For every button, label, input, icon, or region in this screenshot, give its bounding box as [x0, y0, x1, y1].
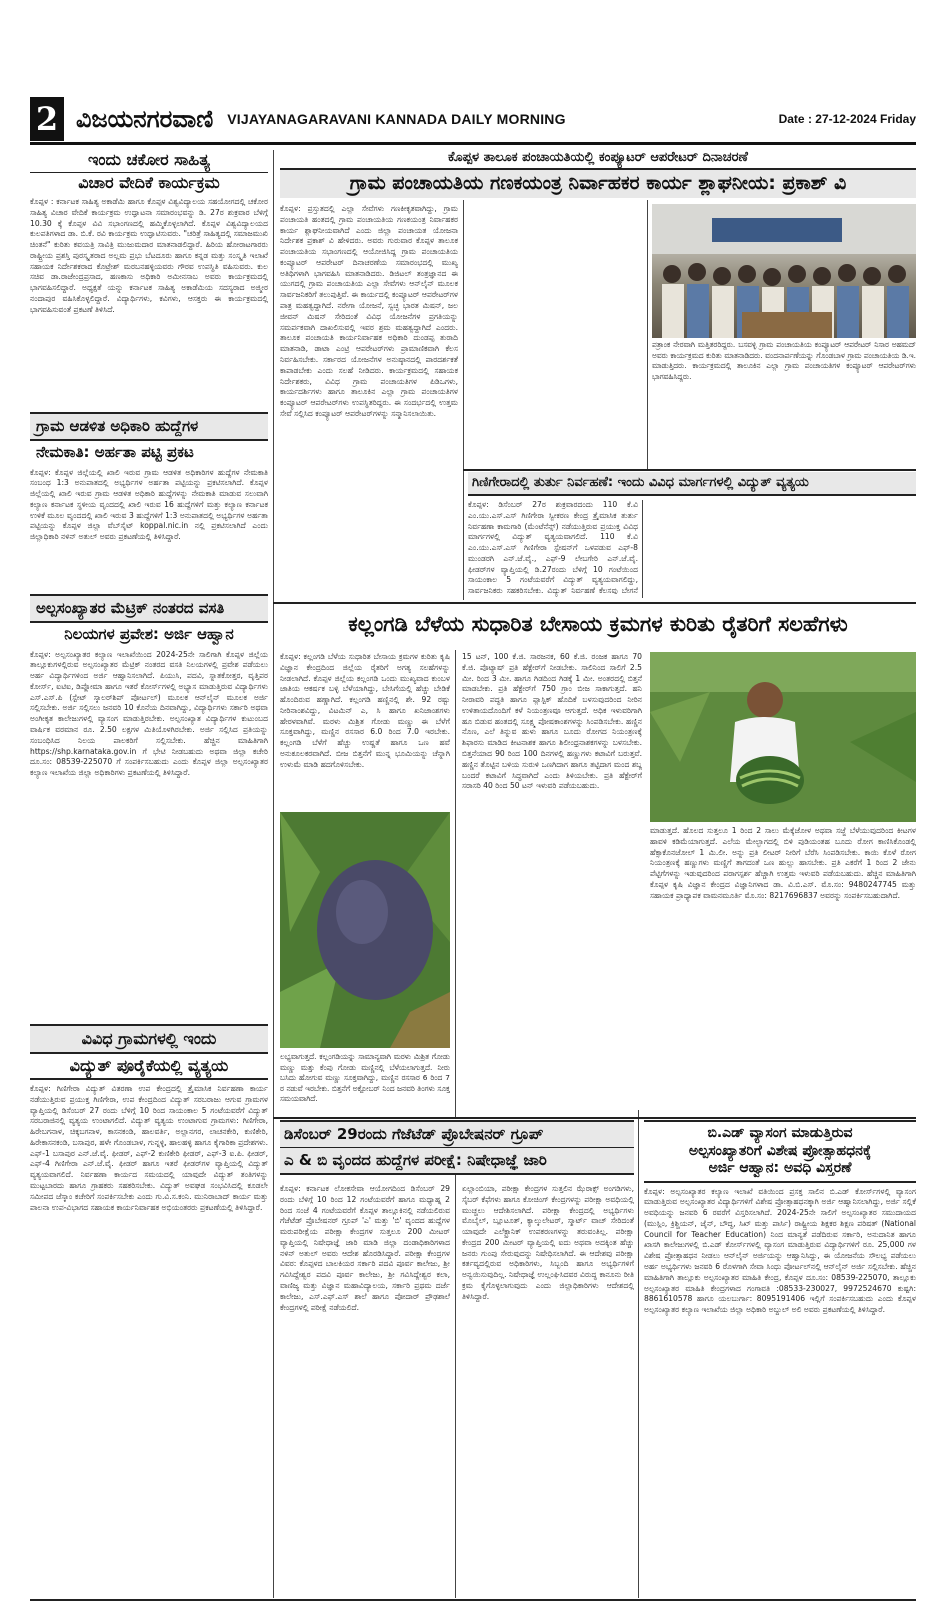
article-december-29: [280, 1120, 634, 1180]
column-rule: [455, 1170, 456, 1598]
article-body: ಕೊಪ್ಪಳ: ಅಲ್ಪಸಂಖ್ಯಾತರ ಕಲ್ಯಾಣ ಇಲಾಖೆಯಿಂದ 2024-25ನೇ ಸಾಲಿಗಾಗಿ ಕೊಪ್ಪಳ ಜಿಲ್ಲೆಯ ತಾಲ್ಲೂಕುಗಳಲ್ಲಿರುವ ಅಲ್ಪಸಂಖ್ಯಾತರ ಮೆಟ್ರಿಕ್ ನಂತರದ ವಸತಿ ನಿಲಯಗಳಲ್ಲಿ ಪ್ರವೇಶ ಪಡೆಯಲು ಅರ್ಹ ವಿದ್ಯಾರ್ಥಿಗಳಿಂದ ಅರ್ಜಿ ಆಹ್ವಾನಿಸಲಾಗಿದೆ. ಪಿಯುಸಿ, ಪದವಿ, ಸ್ನಾತಕೋತ್ತರ, ವೃತ್ತಿಪರ ಕೋರ್ಸ್, ಐಟಿಐ, ಡಿಪ್ಲೋಮಾ ಹಾಗೂ ಇತರೆ ಕೋರ್ಸ್‌ಗಳಲ್ಲಿ ಅಭ್ಯಾಸ ಮಾಡುತ್ತಿರುವ ವಿದ್ಯಾರ್ಥಿಗಳು ಎಸ್.ಎಸ್.ಪಿ (ಸ್ಟೇಟ್ ಸ್ಕಾಲರ್‌ಶಿಪ್ ಪೋರ್ಟಲ್) ಮೂಲಕ ಆನ್‌ಲೈನ್ ಮೂಲಕ ಅರ್ಜಿ ಸಲ್ಲಿಸಬೇಕು. ಅರ್ಜಿ ಸಲ್ಲಿಸಲು ಜನವರಿ 10 ಕೊನೆಯ ದಿನವಾಗಿದ್ದು, ವಿದ್ಯಾರ್ಥಿಗಳು ಸರ್ಕಾರಿ ಅಥವಾ ಅಂಗೀಕೃತ ಕಾಲೇಜುಗಳಲ್ಲಿ ವ್ಯಾಸಂಗ ಮಾಡುತ್ತಿರಬೇಕು. ಅಲ್ಪಸಂಖ್ಯಾತ ವಿದ್ಯಾರ್ಥಿಗಳ ಕುಟುಂಬದ ವಾರ್ಷಿಕ ವರಮಾನ ರೂ. 2.50 ಲಕ್ಷಗಳ ಮಿತಿಯೊಳಗಿರಬೇಕು. ಅರ್ಜಿ ಸಲ್ಲಿಸಿದ ಪ್ರತಿಯನ್ನು ಸಂಬಂಧಿಸಿದ ನಿಲಯ ಪಾಲಕರಿಗೆ ಸಲ್ಲಿಸಬೇಕು. ಹೆಚ್ಚಿನ ಮಾಹಿತಿಗಾಗಿ https://shp.karnataka.gov.in ಗೆ ಭೇಟಿ ನೀಡಬಹುದು ಅಥವಾ ಜಿಲ್ಲಾ ಕಚೇರಿ ದೂ.ಸಂ: 08539-225070 ಗೆ ಸಂಪರ್ಕಿಸಬಹುದು ಎಂದು ಕೊಪ್ಪಳ ಜಿಲ್ಲಾ ಅಲ್ಪಸಂಖ್ಯಾತರ ಕಲ್ಯಾಣ ಇಲಾಖೆಯ ಜಿಲ್ಲಾ ಅಧಿಕಾರಿಗಳು ಪ್ರಕಟಣೆಯಲ್ಲಿ ತಿಳಿಸಿದ್ದಾರೆ.: [30, 649, 268, 778]
headline: ನೇಮಕಾತಿ: ಅರ್ಹತಾ ಪಟ್ಟಿ ಪ್ರಕಟ: [36, 442, 194, 461]
farmer-photo: [650, 652, 916, 822]
article-chakora: [30, 150, 268, 408]
headline: ಬಿ.ಎಡ್ ವ್ಯಾಸಂಗ ಮಾಡುತ್ತಿರುವ: [644, 1120, 916, 1143]
section-rule: [273, 1117, 916, 1119]
section-rule: [463, 469, 916, 471]
headline: ಇಂದು ಚಕೋರ ಸಾಹಿತ್ಯ: [30, 150, 268, 173]
masthead: [30, 95, 916, 145]
article-alpasankhyatara: [30, 594, 268, 1020]
headline: ಗ್ರಾಮ ಪಂಚಾಯತಿಯ ಗಣಕಯಂತ್ರ ನಿರ್ವಾಹಕರ ಕಾರ್ಯ ಶ್ಲಾಘನೀಯ: ಪ್ರಕಾಶ್ ವಿ: [280, 168, 916, 198]
article-kallangadi: [280, 605, 916, 647]
column-rule: [273, 150, 274, 1598]
article-body: ಕೊಪ್ಪಳ: ಡಿಸೆಂಬರ್ 27ರ ಶುಕ್ರವಾರದಂದು 110 ಕೆ.ವಿ ಎಂ.ಯು.ಎಸ್.ಎಸ್ ಗಿಣಿಗೇರಾ ಸ್ವೀಕರಣ ಕೇಂದ್ರ ತ್ರೈಮಾಸಿಕ ತುರ್ತು ನಿರ್ವಹಣಾ ಕಾಮಗಾರಿ (ಮೆಂಟೆನೆನ್ಸ್) ನಡೆಯುತ್ತಿರುವ ಪ್ರಯುಕ್ತ ವಿವಿಧ ಮಾರ್ಗಗಳಲ್ಲಿ ವಿದ್ಯುತ್ ವ್ಯತ್ಯಯವಾಗಲಿದೆ. 110 ಕೆ.ವಿ ಎಂ.ಯು.ಎಸ್.ಎಸ್ ಗಿಣಿಗೇರಾ ಸ್ಟೇಷನ್‌ಗೆ ಒಳಪಡುವ ಎಫ್-8 ಮುಂಡರಗಿ ಎನ್.ಜೆ.ವೈ., ಎಫ್-9 ಲೇಬಗೇರಿ ಎನ್.ಜೆ.ವೈ. ಫೀಡರ್‌ಗಳ ವ್ಯಾಪ್ತಿಯಲ್ಲಿ ಡಿ.27ರಂದು ಬೆಳಿಗ್ಗೆ 10 ಗಂಟೆಯಿಂದ ಸಾಯಂಕಾಲ 5 ಗಂಟೆಯವರೆಗೆ ವಿದ್ಯುತ್ ವ್ಯತ್ಯಯವಾಗಲಿದ್ದು, ಸಾರ್ವಜನಿಕರು ಸಹಕರಿಸಬೇಕು. ವಿದ್ಯುತ್ ನಿರ್ವಹಣೆ ಕೆಲಸವು ಬೇಗನೆ: [468, 500, 638, 596]
meeting-photo: [652, 204, 916, 338]
article-body: ಕೊಪ್ಪಳ: ಕೊಪ್ಪಳ ಜಿಲ್ಲೆಯಲ್ಲಿ ಖಾಲಿ ಇರುವ ಗ್ರಾಮ ಆಡಳಿತ ಅಧಿಕಾರಿಗಳ ಹುದ್ದೆಗಳ ನೇಮಕಾತಿ ಸಂಬಂಧ 1:3 ಅನುಪಾತದಲ್ಲಿ ಅಭ್ಯರ್ಥಿಗಳ ಅರ್ಹತಾ ಪಟ್ಟಿಯನ್ನು ಪ್ರಕಟಿಸಲಾಗಿದೆ. ಕೊಪ್ಪಳ ಜಿಲ್ಲೆಯಲ್ಲಿ ಖಾಲಿ ಇರುವ ಗ್ರಾಮ ಆಡಳಿತ ಅಧಿಕಾರಿ ಹುದ್ದೆಗಳನ್ನು ನೇಮಕಾತಿ ಮಾಡುವ ಸಲುವಾಗಿ ಕಲ್ಯಾಣ ಕರ್ನಾಟಕ ಸ್ಥಳೀಯ ವೃಂದದಲ್ಲಿ ಖಾಲಿ ಇರುವ 16 ಹುದ್ದೆಗಳಿಗೆ ಮತ್ತು ಕಲ್ಯಾಣ ಕರ್ನಾಟಕ ಉಳಿಕೆ ಮೂಲ ವೃಂದದಲ್ಲಿ ಖಾಲಿ ಇರುವ 3 ಹುದ್ದೆಗಳಿಗೆ 1:3 ಅನುಪಾತದಲ್ಲಿ ಅಭ್ಯರ್ಥಿಗಳ ಅರ್ಹತಾ ಪಟ್ಟಿಯನ್ನು ಕೊಪ್ಪಳ ಜಿಲ್ಲಾ ವೆಬ್‌ಸೈಟ್ koppal.nic.in ನಲ್ಲಿ ಪ್ರಕಟಿಸಲಾಗಿದೆ ಎಂದು ಜಿಲ್ಲಾಧಿಕಾರಿ ನಳಿನ್ ಅತುಲ್ ಅವರು ಪ್ರಕಟಣೆಯಲ್ಲಿ ತಿಳಿಸಿದ್ದಾರೆ.: [30, 467, 268, 542]
photo-caption: ಪತ್ರಾಂಕ ನೇರವಾಗಿ ಮತ್ತಿತರರಿದ್ದರು. ಬಸವಳ್ಳಿ ಗ್ರಾಮ ಪಂಚಾಯತಿಯ ಕಂಪ್ಯೂಟರ್ ಆಪರೇಟರ್ ನಿಸಾರ ಅಹಮದ್ ಅವರು ಕಾರ್ಯಕ್ರಮದ ಕುರಿತು ಮಾತನಾಡಿದರು. ವಂದನಾರ್ಪಣೆಯನ್ನು ಗೊಂಡಬಾಳ ಗ್ರಾಮ ಪಂಚಾಯತಿಯ ಡಿ.ಇ. ಮಾಡುತ್ತಿದರು. ಕಾರ್ಯಕ್ರಮದಲ್ಲಿ ತಾಲೂಕಿನ ಎಲ್ಲಾ ಗ್ರಾಮ ಪಂಚಾಯತಿಗಳ ಕಂಪ್ಯೂಟರ್ ಆಪರೇಟರ್‌ಗಳು ಭಾಗವಹಿಸಿದ್ದರು.: [652, 340, 916, 381]
headline: ಅಲ್ಪಸಂಖ್ಯಾತರಿಗೆ ವಿಶೇಷ ಪ್ರೋತ್ಸಾಹಧನಕ್ಕೆ: [688, 1142, 872, 1159]
photo-caption: ಲಭ್ಯವಾಗುತ್ತದೆ. ಕಲ್ಲಂಗಡಿಯನ್ನು ಸಾಮಾನ್ಯವಾಗಿ ಮರಳು ಮಿಶ್ರಿತ ಗೋಡು ಮಣ್ಣು ಮತ್ತು ಕೆಂಪು ಗೋಡು ಮಣ್ಣಿನಲ್ಲಿ ಬೆಳೆಯಲಾಗುತ್ತದೆ. ನೀರು ಬಸಿದು ಹೋಗುವ ಮಣ್ಣು ಸೂಕ್ತವಾಗಿದ್ದು, ಮಣ್ಣಿನ ರಸಸಾರ 6 ರಿಂದ 7 ರ ನಡುವೆ ಇರಬೇಕು. ಬಿತ್ತನೆಗೆ ಅಕ್ಟೋಬರ್ ನಿಂದ ಜನವರಿ ತಿಂಗಳು ಸೂಕ್ತ ಸಮಯವಾಗಿದೆ.: [280, 1052, 450, 1104]
headline: ಗಿಣಿಗೇರಾದಲ್ಲಿ ತುರ್ತು ನಿರ್ವಹಣೆ: ಇಂದು ವಿವಿಧ ಮಾರ್ಗಗಳಲ್ಲಿ ವಿದ್ಯುತ್ ವ್ಯತ್ಯಯ: [468, 472, 916, 496]
headline: ಅಲ್ಪಸಂಖ್ಯಾತರ ಮೆಟ್ರಿಕ್ ನಂತರದ ವಸತಿ: [30, 594, 268, 623]
headline: ನಿಲಯಗಳ ಪ್ರವೇಶ: ಅರ್ಜಿ ಆಹ್ವಾನ: [64, 624, 234, 643]
headline: ಅರ್ಜಿ ಆಹ್ವಾನ: ಅವಧಿ ವಿಸ್ತರಣೆ: [644, 1160, 916, 1183]
masthead-date: Date : 27-12-2024 Friday: [778, 111, 916, 126]
article-body-continued: [468, 204, 642, 466]
article-vidyut-left: [30, 1024, 268, 1598]
article-bed-training: [644, 1120, 916, 1596]
article-body: ಮಾಡುತ್ತದೆ. ಹೊಲದ ಸುತ್ತಲೂ 1 ರಿಂದ 2 ಸಾಲು ಮೆಕ್ಕೆಜೋಳ ಅಥವಾ ಸಜ್ಜೆ ಬೆಳೆಯುವುದರಿಂದ ಕೀಟಗಳ ಹಾವಳಿ ಕಡಿಮೆಯಾಗುತ್ತದೆ. ಎಲೆಯ ಮೇಲ್ಭಾಗದಲ್ಲಿ ಬಿಳಿ ಪುಡಿಯಂತಹ ಬೂದು ರೋಗ ಕಾಣಿಸಿಕೊಂಡಲ್ಲಿ ಹೆಕ್ಸಾಕೊನಜೋಲ್ 1 ಮಿ.ಲೀ. ಅನ್ನು ಪ್ರತಿ ಲೀಟರ್ ನೀರಿಗೆ ಬೆರೆಸಿ ಸಿಂಪಡಿಸಬೇಕು. ಕಾಯಿ ಕೊಳೆ ರೋಗ ನಿಯಂತ್ರಣಕ್ಕೆ ಹಣ್ಣುಗಳು ಮಣ್ಣಿಗೆ ತಾಗದಂತೆ ಒಣ ಹುಲ್ಲು ಹಾಸಬೇಕು. ಪ್ರತಿ ಎಕರೆಗೆ 1 ರಿಂದ 2 ಜೇನು ಪೆಟ್ಟಿಗೆಗಳನ್ನು ಇಡುವುದರಿಂದ ಪರಾಗಸ್ಪರ್ಶ ಹೆಚ್ಚಾಗಿ ಉತ್ತಮ ಇಳುವರಿ ಪಡೆಯಬಹುದು. ಹೆಚ್ಚಿನ ಮಾಹಿತಿಗಾಗಿ ಕೊಪ್ಪಳ ಕೃಷಿ ವಿಜ್ಞಾನ ಕೇಂದ್ರದ ವಿಜ್ಞಾನಿಗಳಾದ ಡಾ. ವಿ.ಬಿ.ಎಸ್. ಮೊ.ಸಂ: 9480247745 ಮತ್ತು ಸಹಾಯಕ ಪ್ರಾಧ್ಯಾಪಕ ವಾಮನಮೂರ್ತಿ ಮೊ.ಸಂ: 8217696837 ಅವರನ್ನು ಸಂಪರ್ಕಿಸಬಹುದಾಗಿದೆ.: [650, 826, 916, 900]
headline: ಎ & ಬಿ ವೃಂದದ ಹುದ್ದೆಗಳ ಪರೀಕ್ಷೆ: ನಿಷೇಧಾಜ್ಞೆ ಜಾರಿ: [280, 1148, 634, 1175]
article-grama-adalita: [30, 412, 268, 590]
article-body: ಕೊಪ್ಪಳ: ಗಿಣಿಗೇರಾ ವಿದ್ಯುತ್ ವಿತರಣಾ ಉಪ ಕೇಂದ್ರದಲ್ಲಿ ತ್ರೈಮಾಸಿಕ ನಿರ್ವಹಣಾ ಕಾರ್ಯ ನಡೆಯುತ್ತಿರುವ ಪ್ರಯುಕ್ತ ಗಿಣಿಗೇರಾ, ಉಪ ಕೇಂದ್ರದಿಂದ ವಿದ್ಯುತ್ ಸರಬರಾಜು ಆಗುವ ಗ್ರಾಮಗಳ ವ್ಯಾಪ್ತಿಯಲ್ಲಿ ಡಿಸೆಂಬರ್ 27 ರಂದು ಬೆಳಿಗ್ಗೆ 10 ರಿಂದ ಸಾಯಂಕಾಲ 5 ಗಂಟೆಯವರೆಗೆ ವಿದ್ಯುತ್ ಸರಬರಾಜಿನಲ್ಲಿ ವ್ಯತ್ಯಯ ಉಂಟಾಗಲಿದೆ. ವಿದ್ಯುತ್ ವ್ಯತ್ಯಯ ಉಂಟಾಗುವ ಗ್ರಾಮಗಳು: ಗಿಣಿಗೇರಾ, ಹಿರೇಬಗನಾಳ, ಚಿಕ್ಕಬಗನಾಳ, ಕಾಸನಕಂಡಿ, ಹಾಲವರ್ತಿ, ಅಲ್ಲಾನಗರ, ಲಾಚನಕೇರಿ, ಕುಣಿಕೇರಿ, ಹಿರೇಕಾಸನಕಂಡಿ, ಬಸಾಪುರ, ಹಳೇ ಗೊಂಡಬಾಳ, ಗುನ್ನಳ್ಳಿ, ಹಾಲಹಳ್ಳಿ ಹಾಗೂ ಕೈಗಾರಿಕಾ ಪ್ರದೇಶಗಳು. ಎಫ್-1 ಬಸಾಪುರ ಎನ್.ಜೆ.ವೈ. ಫೀಡರ್, ಎಫ್-2 ಕುಣಿಕೇರಿ ಫೀಡರ್, ಎಫ್-3 ಐ.ಪಿ. ಫೀಡರ್, ಎಫ್-4 ಗಿಣಿಗೇರಾ ಎನ್.ಜೆ.ವೈ. ಫೀಡರ್ ಹಾಗೂ ಇತರೆ ಫೀಡರ್‌ಗಳ ವ್ಯಾಪ್ತಿಯಲ್ಲಿ ವಿದ್ಯುತ್ ವ್ಯತ್ಯಯವಾಗಲಿದೆ. ನಿರ್ವಹಣಾ ಕಾರ್ಯದ ಸಮಯದಲ್ಲಿ ಯಾವುದೇ ವಿದ್ಯುತ್ ತಂತಿಗಳನ್ನು ಮುಟ್ಟಬಾರದು ಹಾಗೂ ಗ್ರಾಹಕರು ಸಹಕರಿಸಬೇಕು. ವಿದ್ಯುತ್ ಅವಘಡ ಸಂಭವಿಸಿದಲ್ಲಿ ಕೂಡಲೇ ಸಮೀಪದ ಜೆಸ್ಕಾಂ ಕಚೇರಿಗೆ ಸಂಪರ್ಕಿಸಬೇಕು ಎಂದು ಗು.ವಿ.ಸ.ಕಂನಿ. ಮುನಿರಾಬಾದ್ ಕಾರ್ಯ ಮತ್ತು ಪಾಲನಾ ಉಪ-ವಿಭಾಗದ ಸಹಾಯಕ ಕಾರ್ಯನಿರ್ವಾಹಕ ಅಭಿಯಂತರರು ಪ್ರಕಟಣೆಯಲ್ಲಿ ತಿಳಿಸಿದ್ದಾರೆ.: [30, 1084, 268, 1212]
article-body: ಕೊಪ್ಪಳ: ಪ್ರಸ್ತುತದಲ್ಲಿ ಎಲ್ಲಾ ಸೇವೆಗಳು ಗಣಕೀಕೃತವಾಗಿದ್ದು, ಗ್ರಾಮ ಪಂಚಾಯತಿ ಹಂತದಲ್ಲಿ ಗ್ರಾಮ ಪಂಚಾಯತಿಯ ಗಣಕಯಂತ್ರ ನಿರ್ವಾಹಕರ ಕಾರ್ಯ ಶ್ಲಾಘನೀಯವಾಗಿದೆ ಎಂದು ಜಿಲ್ಲಾ ಪಂಚಾಯತ ಯೋಜನಾ ನಿರ್ದೇಶಕ ಪ್ರಕಾಶ್ ವಿ ಹೇಳಿದರು. ಅವರು ಗುರುವಾರ ಕೊಪ್ಪಳ ತಾಲೂಕ ಪಂಚಾಯತಿಯ ಸಭಾಂಗಣದಲ್ಲಿ ಆಯೋಜಿಸಿದ್ದ ಗ್ರಾಮ ಪಂಚಾಯತಿಯ ಕಂಪ್ಯೂಟರ್ ಆಪರೇಟರ್ ದಿನಾಚರಣೆಯ ಸಮಾರಂಭದಲ್ಲಿ ಮುಖ್ಯ ಅತಿಥಿಗಳಾಗಿ ಭಾಗವಹಿಸಿ ಮಾತನಾಡಿದರು. ಡಿಜಿಟಲ್ ತಂತ್ರಜ್ಞಾನದ ಈ ಯುಗದಲ್ಲಿ ಗ್ರಾಮ ಪಂಚಾಯತಿಯ ಎಲ್ಲಾ ಸೇವೆಗಳು ಆನ್‌ಲೈನ್ ಮೂಲಕ ಸಾರ್ವಜನಿಕರಿಗೆ ತಲುಪುತ್ತಿವೆ. ಈ ಕಾರ್ಯದಲ್ಲಿ ಕಂಪ್ಯೂಟರ್ ಆಪರೇಟರ್‌ಗಳ ಪಾತ್ರ ಮಹತ್ವದ್ದಾಗಿದೆ. ನರೇಗಾ ಯೋಜನೆ, ಸ್ವಚ್ಛ ಭಾರತ ಮಿಷನ್, ಜಲ ಜೀವನ್ ಮಿಷನ್ ಸೇರಿದಂತೆ ವಿವಿಧ ಯೋಜನೆಗಳ ಪ್ರಗತಿಯನ್ನು ಸಮರ್ಪಕವಾಗಿ ದಾಖಲಿಸುವಲ್ಲಿ ಇವರ ಶ್ರಮ ಮಹತ್ವದ್ದಾಗಿದೆ ಎಂದರು. ತಾಲೂಕ ಪಂಚಾಯತಿ ಕಾರ್ಯನಿರ್ವಾಹಕ ಅಧಿಕಾರಿ ದುಂಡಪ್ಪ ತುರಾದಿ ಮಾತನಾಡಿ, ಡಾಟಾ ಎಂಟ್ರಿ ಆಪರೇಟರ್‌ಗಳು ಪ್ರಾಮಾಣಿಕವಾಗಿ ಕೆಲಸ ನಿರ್ವಹಿಸಬೇಕು. ಸರ್ಕಾರದ ಯೋಜನೆಗಳ ಅನುಷ್ಠಾನದಲ್ಲಿ ಪಾರದರ್ಶಕತೆ ಕಾಪಾಡಬೇಕು ಎಂದು ಸಲಹೆ ನೀಡಿದರು. ಕಾರ್ಯಕ್ರಮದಲ್ಲಿ ಸಹಾಯಕ ನಿರ್ದೇಶಕರು, ವಿವಿಧ ಗ್ರಾಮ ಪಂಚಾಯತಿಗಳ ಪಿಡಿಒಗಳು, ಕಾರ್ಯದರ್ಶಿಗಳು ಹಾಗೂ ತಾಲೂಕಿನ ಎಲ್ಲಾ ಗ್ರಾಮ ಪಂಚಾಯತಿಗಳ ಕಂಪ್ಯೂಟರ್ ಆಪರೇಟರ್‌ಗಳು ಉಪಸ್ಥಿತರಿದ್ದರು. ಈ ಸಂದರ್ಭದಲ್ಲಿ ಉತ್ತಮ ಸೇವೆ ಸಲ್ಲಿಸಿದ ಕಂಪ್ಯೂಟರ್ ಆಪರೇಟರ್‌ಗಳನ್ನು ಸನ್ಮಾನಿಸಲಾಯಿತು.: [280, 204, 458, 418]
article-body: ಕೊಪ್ಪಳ: ಕಲ್ಲಂಗಡಿ ಬೆಳೆಯ ಸುಧಾರಿತ ಬೇಸಾಯ ಕ್ರಮಗಳ ಕುರಿತು ಕೃಷಿ ವಿಜ್ಞಾನ ಕೇಂದ್ರದಿಂದ ಜಿಲ್ಲೆಯ ರೈತರಿಗೆ ಅಗತ್ಯ ಸಲಹೆಗಳನ್ನು ನೀಡಲಾಗಿದೆ. ಕೊಪ್ಪಳ ಜಿಲ್ಲೆಯ ಕಲ್ಲಂಗಡಿ ಒಂದು ಮುಖ್ಯವಾದ ಕುಂಬಳ ಜಾತಿಯ ಆಕರ್ಷಕ ಬಳ್ಳಿ ಬೆಳೆಯಾಗಿದ್ದು, ಬೇಸಿಗೆಯಲ್ಲಿ ಹೆಚ್ಚು ಬೇಡಿಕೆ ಹೊಂದಿರುವ ಹಣ್ಣಾಗಿದೆ. ಕಲ್ಲಂಗಡಿ ಹಣ್ಣಿನಲ್ಲಿ ಶೇ. 92 ರಷ್ಟು ನೀರಿನಾಂಶವಿದ್ದು, ವಿಟಮಿನ್ ಎ, ಸಿ ಹಾಗೂ ಖನಿಜಾಂಶಗಳು ಹೇರಳವಾಗಿವೆ. ಮರಳು ಮಿಶ್ರಿತ ಗೋಡು ಮಣ್ಣು ಈ ಬೆಳೆಗೆ ಸೂಕ್ತವಾಗಿದ್ದು, ಮಣ್ಣಿನ ರಸಸಾರ 6.0 ರಿಂದ 7.0 ಇರಬೇಕು. ಕಲ್ಲಂಗಡಿ ಬೆಳೆಗೆ ಹೆಚ್ಚು ಉಷ್ಣತೆ ಹಾಗೂ ಒಣ ಹವೆ ಅನುಕೂಲಕರವಾಗಿದೆ. ಬೀಜ ಬಿತ್ತನೆಗೆ ಮುನ್ನ ಭೂಮಿಯನ್ನು ಚೆನ್ನಾಗಿ ಉಳುಮೆ ಮಾಡಿ ಹದಗೊಳಿಸಬೇಕು.: [280, 652, 450, 769]
article-body: 15 ಟನ್, 100 ಕೆ.ಜಿ. ಸಾರಜನಕ, 60 ಕೆ.ಜಿ. ರಂಜಕ ಹಾಗೂ 70 ಕೆ.ಜಿ. ಪೊಟ್ಯಾಷ್ ಪ್ರತಿ ಹೆಕ್ಟೇರ್‌ಗೆ ನೀಡಬೇಕು. ಸಾಲಿನಿಂದ ಸಾಲಿಗೆ 2.5 ಮೀ. ರಿಂದ 3 ಮೀ. ಹಾಗೂ ಗಿಡದಿಂದ ಗಿಡಕ್ಕೆ 1 ಮೀ. ಅಂತರದಲ್ಲಿ ಬಿತ್ತನೆ ಮಾಡಬೇಕು. ಪ್ರತಿ ಹೆಕ್ಟೇರ್‌ಗೆ 750 ಗ್ರಾಂ ಬೀಜ ಸಾಕಾಗುತ್ತದೆ. ಹನಿ ನೀರಾವರಿ ಪದ್ಧತಿ ಹಾಗೂ ಪ್ಲಾಸ್ಟಿಕ್ ಹೊದಿಕೆ ಬಳಸುವುದರಿಂದ ನೀರಿನ ಉಳಿತಾಯದೊಂದಿಗೆ ಕಳೆ ನಿಯಂತ್ರಣವೂ ಆಗುತ್ತದೆ. ಅಧಿಕ ಇಳುವರಿಗಾಗಿ ಹೂ ಬಿಡುವ ಹಂತದಲ್ಲಿ ಸೂಕ್ಷ್ಮ ಪೋಷಕಾಂಶಗಳನ್ನು ಸಿಂಪಡಿಸಬೇಕು. ಹಣ್ಣಿನ ನೊಣ, ಎಲೆ ತಿನ್ನುವ ಹುಳು ಹಾಗೂ ಬೂದು ರೋಗದ ನಿಯಂತ್ರಣಕ್ಕೆ ಶಿಫಾರಸು ಮಾಡಿದ ಕೀಟನಾಶಕ ಹಾಗೂ ಶಿಲೀಂಧ್ರನಾಶಕಗಳನ್ನು ಬಳಸಬೇಕು. ಬಿತ್ತನೆಯಾದ 90 ರಿಂದ 100 ದಿನಗಳಲ್ಲಿ ಹಣ್ಣುಗಳು ಕಟಾವಿಗೆ ಬರುತ್ತವೆ. ಹಣ್ಣಿನ ತೊಟ್ಟಿನ ಬಳಿಯ ಸುರುಳಿ ಒಣಗಿದಾಗ ಹಾಗೂ ತಟ್ಟಿದಾಗ ಮಂದ ಶಬ್ದ ಬಂದರೆ ಕಟಾವಿಗೆ ಸಿದ್ಧವಾಗಿದೆ ಎಂದು ತಿಳಿಯಬೇಕು. ಪ್ರತಿ ಹೆಕ್ಟೇರ್‌ಗೆ ಸರಾಸರಿ 40 ರಿಂದ 50 ಟನ್ ಇಳುವರಿ ಪಡೆಯಬಹುದು.: [462, 652, 642, 791]
column-rule: [638, 1110, 639, 1598]
farmer-photo-graphic: [650, 652, 916, 822]
article-body: ಕೊಪ್ಪಳ : ಕರ್ನಾಟಕ ಸಾಹಿತ್ಯ ಅಕಾಡೆಮಿ ಹಾಗೂ ಕೊಪ್ಪಳ ವಿಶ್ವವಿದ್ಯಾಲಯ ಸಹಯೋಗದಲ್ಲಿ ಚಕೋರ ಸಾಹಿತ್ಯ ವಿಚಾರ ವೇದಿಕೆ ಕಾರ್ಯಕ್ರಮ ಉದ್ಘಾಟನಾ ಸಮಾರಂಭವನ್ನು ಡಿ. 27ರ ಶುಕ್ರವಾರ ಬೆಳಿಗ್ಗೆ 10.30 ಕ್ಕೆ ಕೊಪ್ಪಳ ವಿವಿ ಸಭಾಂಗಣದಲ್ಲಿ ಹಮ್ಮಿಕೊಳ್ಳಲಾಗಿದೆ. ಕೊಪ್ಪಳ ವಿಶ್ವವಿದ್ಯಾಲಯದ ಕುಲಪತಿಗಳಾದ ಡಾ. ಬಿ.ಕೆ. ರವಿ ಕಾರ್ಯಕ್ರಮ ಉದ್ಘಾಟಿಸುವರು. "ಚರಿತ್ರೆ ಸಾಹಿತ್ಯದಲ್ಲಿ ಸಮಾಜಮುಖಿ ಚಿಂತನೆ" ಕುರಿತು ಕವಯತ್ರಿ ಸಾವಿತ್ರಿ ಮುಜುಮದಾರ ಮಾತನಾಡಲಿದ್ದಾರೆ. ಹಿರಿಯ ಹೋರಾಟಗಾರರು ರಾಷ್ಟ್ರೀಯ ಪ್ರಶಸ್ತಿ ಪುರಸ್ಕೃತರಾದ ಅಲ್ಲಮ ಪ್ರಭು ಬೆಟದೂರು ಹಾಗೂ ಕನ್ನಡ ಮತ್ತು ಸಂಸ್ಕೃತಿ ಇಲಾಖೆ ಸಹಾಯಕ ನಿರ್ದೇಶಕರಾದ ಕೊಟ್ರೇಶ್ ಮರಬನಹಳ್ಳಿಯವರು ಗೌರವ ಉಪಸ್ಥಿತಿ ವಹಿಸುವರು. ಕುಲ ಸಚಿವ ಡಾ.ರಾಜೇಂದ್ರಪ್ರಸಾದ, ಹಣಕಾಸು ಅಧಿಕಾರಿ ಅಮೀನಸಾಬ ಅವರು ಕಾರ್ಯಕ್ರಮದಲ್ಲಿ ಭಾಗವಹಿಸಲಿದ್ದಾರೆ. ಅಧ್ಯಕ್ಷತೆ ಯನ್ನು ಕರ್ನಾಟಕ ಸಾಹಿತ್ಯ ಅಕಾಡೆಮಿಯ ಸದಸ್ಯರಾದ ಅಜ್ಮೀರ ನಂದಾಪುರ ವಹಿಸಿಕೊಳ್ಳಲಿದ್ದಾರೆ. ವಿದ್ಯಾರ್ಥಿಗಳು, ಕವಿಗಳು, ಆಸಕ್ತರು ಈ ಕಾರ್ಯಕ್ರಮದಲ್ಲಿ ಭಾಗವಹಿಸುವಂತೆ ಪ್ರಕಟಣೆ ತಿಳಿಸಿದೆ.: [30, 197, 268, 314]
watermelon-photo: [280, 812, 450, 1048]
headline: ಡಿಸೆಂಬರ್ 29ರಂದು ಗೆಜೆಟೆಡ್ ಪ್ರೊಬೇಷನರ್ ಗ್ರೂಪ್: [280, 1120, 634, 1148]
headline: ವಿದ್ಯುತ್ ಪೂರೈಕೆಯಲ್ಲಿ ವ್ಯತ್ಯಯ: [30, 1054, 268, 1080]
watermelon-photo-graphic: [280, 812, 450, 1048]
page-bottom-rule: [30, 1599, 916, 1601]
masthead-title-kannada: ವಿಜಯನಗರವಾಣಿ: [76, 104, 214, 133]
headline: ಗ್ರಾಮ ಆಡಳಿತ ಅಧಿಕಾರಿ ಹುದ್ದೆಗಳ: [30, 412, 268, 441]
headline: ಕಲ್ಲಂಗಡಿ ಬೆಳೆಯ ಸುಧಾರಿತ ಬೇಸಾಯ ಕ್ರಮಗಳ ಕುರಿತು ರೈತರಿಗೆ ಸಲಹೆಗಳು: [348, 612, 848, 636]
section-rule: [273, 602, 916, 604]
headline: ವಿವಿಧ ಗ್ರಾಮಗಳಲ್ಲಿ ಇಂದು: [30, 1024, 268, 1054]
article-body: ಏಲ್ಲಾಂಬಿಯಾ, ಪರೀಕ್ಷಾ ಕೇಂದ್ರಗಳ ಸುತ್ತಲಿನ ಝೆರಾಕ್ಸ್ ಅಂಗಡಿಗಳು, ಸೈಬರ್ ಕೆಫೆಗಳು ಹಾಗೂ ಕೋಚಿಂಗ್ ಕೇಂದ್ರಗಳನ್ನು ಪರೀಕ್ಷಾ ಅವಧಿಯಲ್ಲಿ ಮುಚ್ಚಲು ಆದೇಶಿಸಲಾಗಿದೆ. ಪರೀಕ್ಷಾ ಕೇಂದ್ರದಲ್ಲಿ ಅಭ್ಯರ್ಥಿಗಳು ಮೊಬೈಲ್, ಬ್ಲೂಟೂತ್, ಕ್ಯಾಲ್ಕುಲೇಟರ್, ಸ್ಮಾರ್ಟ್ ವಾಚ್ ಸೇರಿದಂತೆ ಯಾವುದೇ ಎಲೆಕ್ಟ್ರಾನಿಕ್ ಉಪಕರಣಗಳನ್ನು ತರುವಂತಿಲ್ಲ. ಪರೀಕ್ಷಾ ಕೇಂದ್ರದ 200 ಮೀಟರ್ ವ್ಯಾಪ್ತಿಯಲ್ಲಿ ಐದು ಅಥವಾ ಅದಕ್ಕಿಂತ ಹೆಚ್ಚು ಜನರು ಗುಂಪು ಸೇರುವುದನ್ನು ನಿಷೇಧಿಸಲಾಗಿದೆ. ಈ ಆದೇಶವು ಪರೀಕ್ಷಾ ಕರ್ತವ್ಯದಲ್ಲಿರುವ ಅಧಿಕಾರಿಗಳು, ಸಿಬ್ಬಂದಿ ಹಾಗೂ ಅಭ್ಯರ್ಥಿಗಳಿಗೆ ಅನ್ವಯಿಸುವುದಿಲ್ಲ. ನಿಷೇಧಾಜ್ಞೆ ಉಲ್ಲಂಘಿಸಿದವರ ವಿರುದ್ಧ ಕಾನೂನು ರೀತಿ ಕ್ರಮ ಕೈಗೊಳ್ಳಲಾಗುವುದು ಎಂದು ಜಿಲ್ಲಾಧಿಕಾರಿಗಳು ಆದೇಶದಲ್ಲಿ ತಿಳಿಸಿದ್ದಾರೆ.: [462, 1184, 634, 1301]
column-rule: [647, 200, 648, 470]
page-number: 2: [30, 97, 64, 141]
article-body: ಕೊಪ್ಪಳ: ಕರ್ನಾಟಕ ಲೋಕಸೇವಾ ಆಯೋಗದಿಂದ ಡಿಸೆಂಬರ್ 29 ರಂದು ಬೆಳಿಗ್ಗೆ 10 ರಿಂದ 12 ಗಂಟೆಯವರೆಗೆ ಹಾಗೂ ಮಧ್ಯಾಹ್ನ 2 ರಿಂದ ಸಂಜೆ 4 ಗಂಟೆಯವರೆಗೆ ಕೊಪ್ಪಳ ತಾಲ್ಲೂಕಿನಲ್ಲಿ ನಡೆಯಲಿರುವ ಗೆಜೆಟೆಡ್ ಪ್ರೊಬೇಷನರ್ ಗ್ರೂಪ್ 'ಎ' ಮತ್ತು 'ಬಿ' ವೃಂದದ ಹುದ್ದೆಗಳ ಮರುಪರೀಕ್ಷೆಯ ಪರೀಕ್ಷಾ ಕೇಂದ್ರಗಳ ಸುತ್ತಲೂ 200 ಮೀಟರ್ ವ್ಯಾಪ್ತಿಯಲ್ಲಿ ನಿಷೇಧಾಜ್ಞೆ ಜಾರಿ ಮಾಡಿ ಜಿಲ್ಲಾ ದಂಡಾಧಿಕಾರಿಗಳಾದ ನಳಿನ್ ಅತುಲ್ ಅವರು ಆದೇಶ ಹೊರಡಿಸಿದ್ದಾರೆ. ಪರೀಕ್ಷಾ ಕೇಂದ್ರಗಳ ವಿವರ: ಕೊಪ್ಪಳದ ಬಾಲಕಿಯರ ಸರ್ಕಾರಿ ಪದವಿ ಪೂರ್ವ ಕಾಲೇಜು, ಶ್ರೀ ಗವಿಸಿದ್ದೇಶ್ವರ ಪದವಿ ಪೂರ್ವ ಕಾಲೇಜು, ಶ್ರೀ ಗವಿಸಿದ್ದೇಶ್ವರ ಕಲಾ, ವಾಣಿಜ್ಯ ಮತ್ತು ವಿಜ್ಞಾನ ಮಹಾವಿದ್ಯಾಲಯ, ಸರ್ಕಾರಿ ಪ್ರಥಮ ದರ್ಜೆ ಕಾಲೇಜು, ಎಸ್.ಎಫ್.ಎಸ್ ಶಾಲೆ ಹಾಗೂ ಪೋದಾರ್ ಪ್ರೌಢಶಾಲೆ ಕೇಂದ್ರಗಳಲ್ಲಿ ಪರೀಕ್ಷೆ ನಡೆಯಲಿದೆ.: [280, 1184, 450, 1312]
article-body-continued: [650, 500, 916, 598]
article-body: ಕೊಪ್ಪಳ: ಅಲ್ಪಸಂಖ್ಯಾತರ ಕಲ್ಯಾಣ ಇಲಾಖೆ ವತಿಯಿಂದ ಪ್ರಸಕ್ತ ಸಾಲಿನ ಬಿ.ಎಡ್ ಕೋರ್ಸ್‌ಗಳಲ್ಲಿ ವ್ಯಾಸಂಗ ಮಾಡುತ್ತಿರುವ ಅಲ್ಪಸಂಖ್ಯಾತರ ವಿದ್ಯಾರ್ಥಿಗಳಿಗೆ ವಿಶೇಷ ಪ್ರೋತ್ಸಾಹಧನಕ್ಕಾಗಿ ಅರ್ಜಿ ಆಹ್ವಾನಿಸಲಾಗಿದ್ದು, ಅರ್ಜಿ ಸಲ್ಲಿಕೆ ಅವಧಿಯನ್ನು ಜನವರಿ 6 ರವರೆಗೆ ವಿಸ್ತರಿಸಲಾಗಿದೆ. 2024-25ನೇ ಸಾಲಿಗೆ ಅಲ್ಪಸಂಖ್ಯಾತರ ಸಮುದಾಯದ (ಮುಸ್ಲಿಂ, ಕ್ರಿಶ್ಚಿಯನ್, ಜೈನ್, ಬೌದ್ಧ, ಸಿಖ್ ಮತ್ತು ಪಾರ್ಸಿ) ರಾಷ್ಟ್ರೀಯ ಶಿಕ್ಷಕರ ಶಿಕ್ಷಣ ಪರಿಷತ್ (National Council for Teacher Education) ನಿಂದ ಮಾನ್ಯತೆ ಪಡೆದಿರುವ ಸರ್ಕಾರಿ, ಅನುದಾನಿತ ಹಾಗೂ ಖಾಸಗಿ ಕಾಲೇಜುಗಳಲ್ಲಿ ಬಿ.ಎಡ್ ಕೋರ್ಸ್‌ಗಳಲ್ಲಿ ವ್ಯಾಸಂಗ ಮಾಡುತ್ತಿರುವ ವಿದ್ಯಾರ್ಥಿಗಳಿಗೆ ರೂ. 25,000 ಗಳ ವಿಶೇಷ ಪ್ರೋತ್ಸಾಹಧನ ನೀಡಲು ಆನ್‌ಲೈನ್ ಅರ್ಜಿಯನ್ನು ಆಹ್ವಾನಿಸಿದ್ದು, ಈ ಯೋಜನೆಯ ಸೌಲಭ್ಯ ಪಡೆಯಲು ಅರ್ಹ ಅಭ್ಯರ್ಥಿಗಳು ಜನವರಿ 6 ರೊಳಗಾಗಿ ಸೇವಾ ಸಿಂಧು ಪೋರ್ಟಲ್‌ನಲ್ಲಿ ಆನ್‌ಲೈನ್ ಅರ್ಜಿ ಸಲ್ಲಿಸಬೇಕು. ಹೆಚ್ಚಿನ ಮಾಹಿತಿಗಾಗಿ ತಾಲ್ಲೂಕು ಅಲ್ಪಸಂಖ್ಯಾತರ ಮಾಹಿತಿ ಕೇಂದ್ರ, ಕೊಪ್ಪಳ ದೂ.ಸಂ: 08539-225070, ತಾಲ್ಲೂಕು ಅಲ್ಪಸಂಖ್ಯಾತರ ಮಾಹಿತಿ ಕೇಂದ್ರಗಳಾದ ಗಂಗಾವತಿ :08533-230027, 9972524670 ಕುಷ್ಟಗಿ: 8861610578 ಹಾಗೂ ಯಲಬುರ್ಗಾ: 8095191406 ಇಲ್ಲಿಗೆ ಸಂಪರ್ಕಿಸಬಹುದು ಎಂದು ಕೊಪ್ಪಳ ಅಲ್ಪಸಂಖ್ಯಾತರ ಕಲ್ಯಾಣ ಇಲಾಖೆಯ ಜಿಲ್ಲಾ ಅಧಿಕಾರಿ ಅಬ್ದುಲ್ ಅಲಿ ಅವರು ಪ್ರಕಟಣೆಯಲ್ಲಿ ತಿಳಿಸಿದ್ದಾರೆ.: [644, 1186, 916, 1315]
column-rule: [455, 650, 456, 1117]
kicker: ಕೊಪ್ಪಳ ತಾಲೂಕ ಪಂಚಾಯತಿಯಲ್ಲಿ ಕಂಪ್ಯೂಟರ್ ಆಪರೇಟರ್ ದಿನಾಚರಣೆ: [448, 150, 748, 165]
article-computer-operator: [280, 150, 916, 198]
headline: ವಿಚಾರ ವೇದಿಕೆ ಕಾರ್ಯಕ್ರಮ: [78, 173, 220, 192]
masthead-title-english: VIJAYANAGARAVANI KANNADA DAILY MORNING: [227, 110, 566, 127]
meeting-photo-graphic: [652, 204, 916, 338]
column-rule: [463, 200, 464, 600]
